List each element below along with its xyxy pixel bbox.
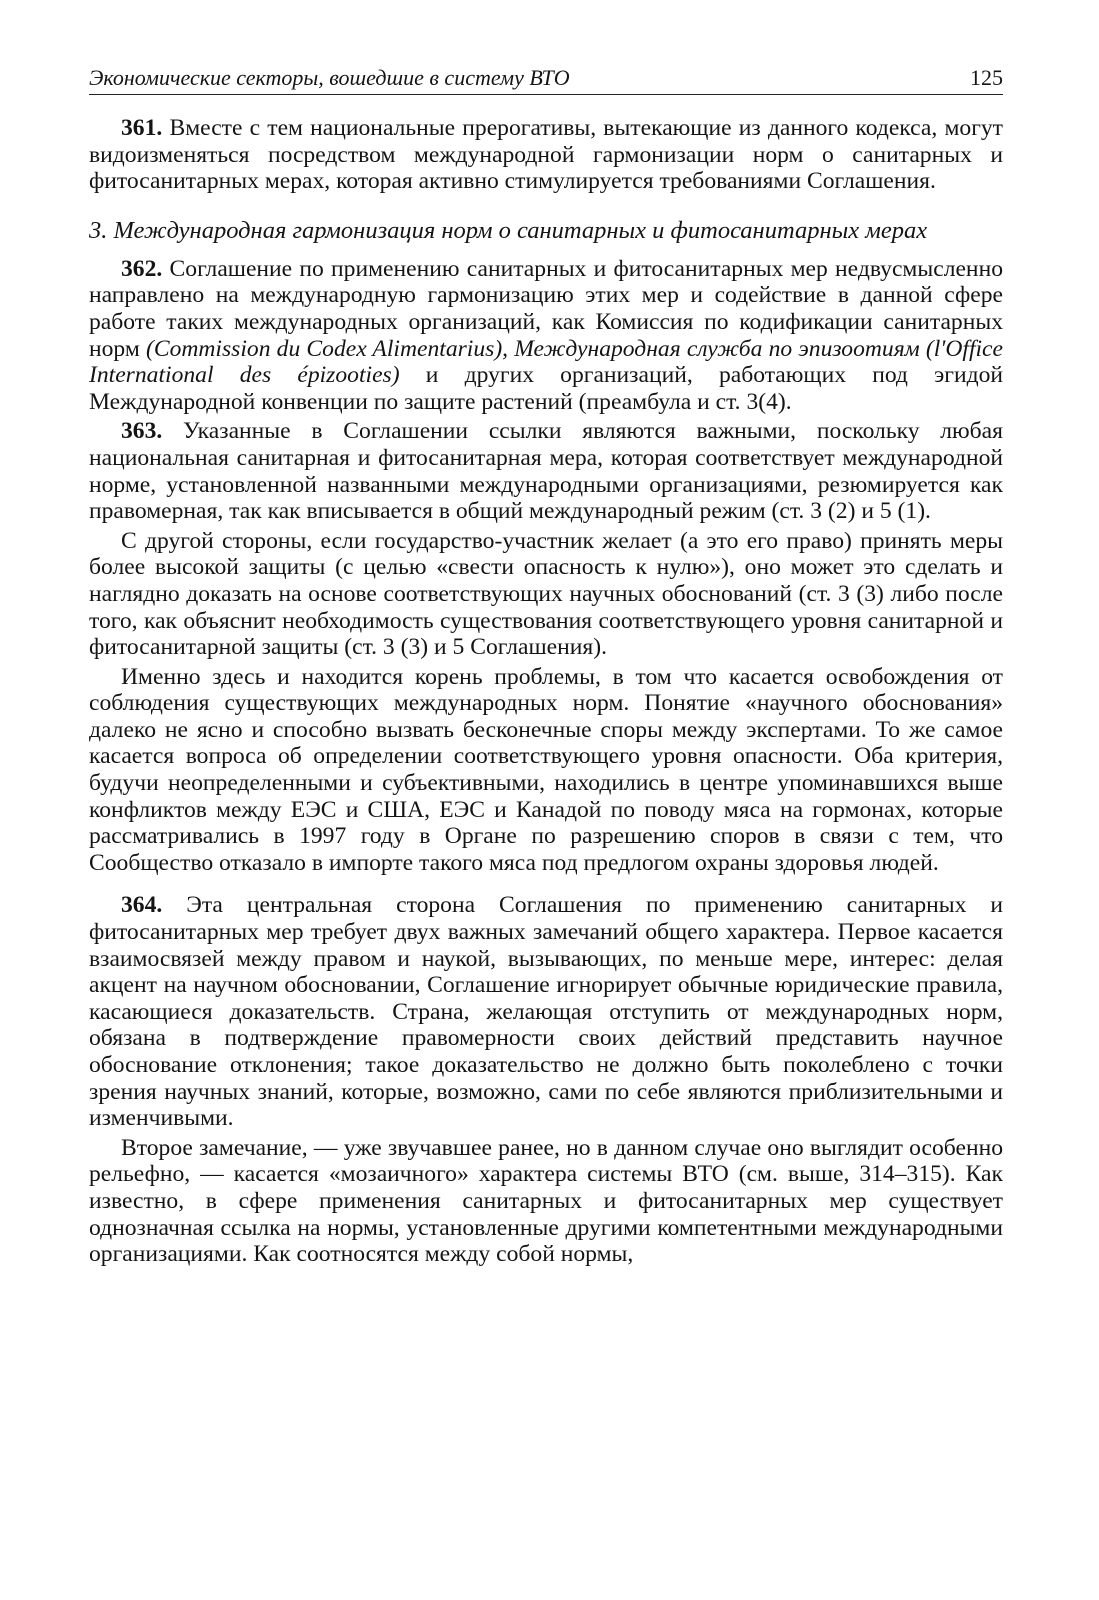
paragraph-text: Эта центральная сторона Соглашения по применению санитарных и фитосанитарных мер требует двух важных замечаний общего характера. Первое касается взаимосвязей между правом и наукой, вызывающих, по меньше мере, интерес: делая акцент на научном обосновании, Соглашение игнорирует обычные юридические правила, касающиеся доказательств. Страна, желающая отступить от международных норм, обязана в подтверждение правомерности своих действий представить научное обоснование отклонения; такое доказательство не должно быть поколеблено с точки зрения научных знаний, которые, возможно, сами по себе являются приблизительными и изменчивыми. (89, 892, 1003, 1132)
paragraph-363 (89, 418, 1003, 524)
paragraph-text: и других организаций, работающих под эгидой Международной конвенции по защите растений (преамбула и ст. 3(4). (89, 362, 1003, 415)
section-heading: 3. Международная гармонизация норм о санитарных и фитосанитарных мерах (89, 216, 928, 244)
paragraph-text: Соглашение по применению санитарных и фитосанитарных мер недвусмысленно направлено на международную гармонизацию этих мер и содействие в данной сфере работе таких международных организаций, как Комиссия по кодификации санитарных норм (89, 255, 1003, 362)
running-head-title: Экономические секторы, вошедшие в систему ВТО (89, 65, 570, 90)
paragraph-363-conclusion: Именно здесь и находится корень проблемы, в том что касается освобождения от соблюдения существующих международных норм. Понятие «научного обоснования» далеко не ясно и способно вызвать бесконечные споры между экспертами. То же самое касается вопроса об определении соответствующего уровня опасности. Оба критерия, будучи неопределенными и субъективными, находились в центре упоминавшихся выше конфликтов между ЕЭС и США, ЕЭС и Канадой по поводу мяса на гормонах, которые рассматривались в 1997 году в Органе по разрешению споров в связи с тем, что Сообщество отказало в импорте такого мяса под предлогом охраны здоровья людей. (89, 663, 1003, 876)
paragraph-362 (89, 256, 1003, 416)
paragraph-number: 363. (121, 418, 163, 445)
running-head (89, 58, 1003, 95)
book-page (89, 58, 1003, 1268)
paragraph-text: Вместе с тем национальные прерогативы, вытекающие из данного кодекса, могут видоизменяться посредством международной гармонизации норм о санитарных и фитосанитарных мерах, которая активно стимулируется требованиями Соглашения. (89, 115, 1003, 195)
paragraph-number: 361. (121, 115, 163, 141)
paragraph-text: Указанные в Соглашении ссылки являются важными, поскольку любая национальная санитарная и фитосанитарная мера, которая соответствует международной норме, установленной названными международными организациями, резюмируется как правомерная, так как вписывается в общий международный режим (ст. 3 (2) и 5 (1). (89, 418, 1003, 525)
paragraph-363-continued: С другой стороны, если государство-участник желает (а это его право) принять меры более высокой защиты (с целью «свести опасность к нулю»), оно может это сделать и наглядно доказать на основе соответствующих научных обоснований (ст. 3 (3) либо после того, как объяснит необходимость существования соответствующего уровня санитарной и фитосанитарной защиты (ст. 3 (3) и 5 Соглашения). (89, 527, 1003, 661)
paragraph-number: 364. (121, 892, 163, 919)
paragraph-italic-text: (Commission du Codex Alimentarius), Международная служба по эпизоотиям (l'Office International des épizooties) (89, 335, 1003, 389)
paragraph-364-continued: Второе замечание, — уже звучавшее ранее, но в данном случае оно выглядит особенно рельефно, — касается «мозаичного» характера системы ВТО (см. выше, 314–315). Как известно, в сфере применения санитарных и фитосанитарных мер существует однозначная ссылка на нормы, установленные другими компетентными международными организациями. Как соотносятся между собой нормы, (89, 1134, 1003, 1268)
paragraph-number: 362. (121, 255, 163, 282)
paragraph-364 (89, 892, 1003, 1131)
paragraph-361 (89, 115, 1003, 195)
page-body (89, 115, 1003, 1268)
page-number: 125 (970, 65, 1003, 90)
